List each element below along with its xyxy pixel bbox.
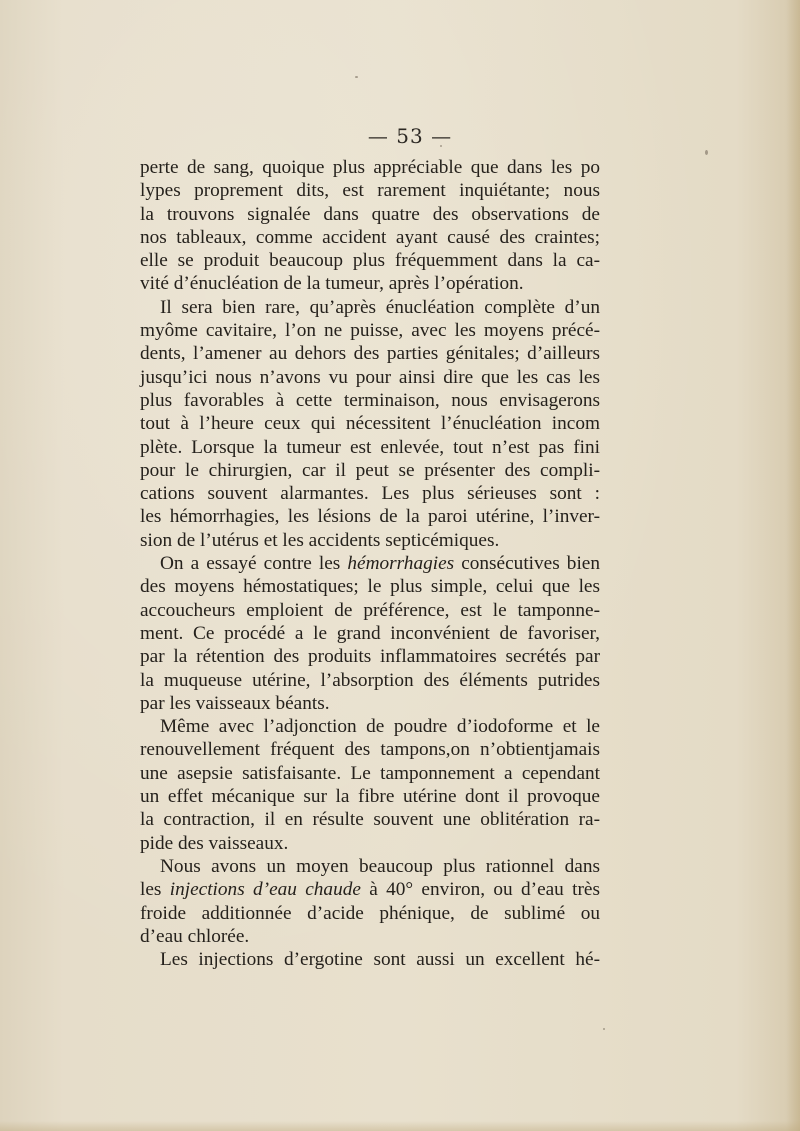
- paper-speck: [705, 150, 708, 155]
- text-line: par la rétention des produits inflammatoires secrétés par: [140, 646, 600, 668]
- text-line: dents, l’amener au dehors des parties génitales; d’ailleurs: [140, 343, 600, 365]
- text-line: nos tableaux, comme accident ayant causé des craintes;: [140, 226, 600, 248]
- page-bottom-shading: [0, 1121, 800, 1131]
- text-line: Même avec l’adjonction de poudre d’iodoforme et le: [160, 716, 600, 738]
- text-line: les hémorrhagies, les lésions de la paroi utérine, l’inver-: [140, 506, 600, 528]
- text-line: elle se produit beaucoup plus fréquemment dans la ca-: [140, 250, 600, 272]
- body-text: [140, 156, 600, 971]
- text-line: des moyens hémostatiques; le plus simple, celui que les: [140, 576, 600, 598]
- text-segment: à 40° environ, ou d’eau très: [369, 879, 600, 901]
- text-line-mixed: [140, 878, 600, 901]
- italic-term: injections d’eau chaude: [169, 879, 361, 901]
- italic-term: hémorrhagies: [347, 553, 455, 575]
- text-line: froide additionnée d’acide phénique, de sublimé ou: [140, 902, 600, 924]
- page-number: — 53 —: [367, 124, 453, 148]
- paper-speck: [603, 1028, 605, 1030]
- text-line: tout à l’heure ceux qui nécessitent l’énucléation incom: [140, 413, 600, 435]
- text-line: ment. Ce procédé a le grand inconvénient de favoriser,: [140, 622, 600, 644]
- text-line: plus favorables à cette terminaison, nous envisagerons: [140, 389, 600, 411]
- text-line: renouvellement fréquent des tampons,on n’obtientjamais: [140, 739, 600, 761]
- text-line: lypes proprement dits, est rarement inquiétante; nous: [140, 180, 600, 202]
- text-line: la contraction, il en résulte souvent une oblitération ra-: [140, 809, 600, 831]
- text-segment: les: [140, 879, 162, 901]
- text-line: la muqueuse utérine, l’absorption des éléments putrides: [140, 669, 600, 691]
- text-line: accoucheurs emploient de préférence, est le tamponne-: [140, 599, 600, 621]
- text-line: Il sera bien rare, qu’après énucléation complète d’un: [160, 296, 600, 318]
- text-line: vité d’énucléation de la tumeur, après l’opération.: [140, 273, 524, 295]
- text-line: perte de sang, quoique plus appréciable que dans les po: [140, 157, 600, 178]
- text-line: pour le chirurgien, car il peut se présenter des compli-: [140, 459, 600, 481]
- text-line: Les injections d’ergotine sont aussi un excellent hé-: [160, 949, 600, 971]
- text-line: une asepsie satisfaisante. Le tamponnement a cependant: [140, 762, 600, 784]
- text-line: d’eau chlorée.: [140, 925, 250, 947]
- text-line: cations souvent alarmantes. Les plus sérieuses sont :: [140, 483, 600, 505]
- text-line: myôme cavitaire, l’on ne puisse, avec les moyens précé-: [140, 320, 600, 342]
- text-line: par les vaisseaux béants.: [140, 692, 330, 714]
- paper-speck: [355, 76, 358, 78]
- text-line: jusqu’ici nous n’avons vu pour ainsi dire que les cas les: [140, 366, 600, 388]
- text-segment: consécutives bien: [461, 553, 600, 575]
- text-line: un effet mécanique sur la fibre utérine dont il provoque: [140, 786, 600, 808]
- text-line: la trouvons signalée dans quatre des observations de: [140, 203, 600, 225]
- text-line-mixed: [140, 552, 600, 575]
- text-line: sion de l’utérus et les accidents septicémiques.: [140, 529, 500, 551]
- text-line: Nous avons un moyen beaucoup plus rationnel dans: [160, 855, 600, 877]
- text-segment: On a essayé contre les: [160, 553, 341, 575]
- text-line: pide des vaisseaux.: [140, 832, 289, 854]
- text-line: plète. Lorsque la tumeur est enlevée, tout n’est pas fini: [140, 436, 600, 458]
- page-edge-shading: [786, 0, 800, 1131]
